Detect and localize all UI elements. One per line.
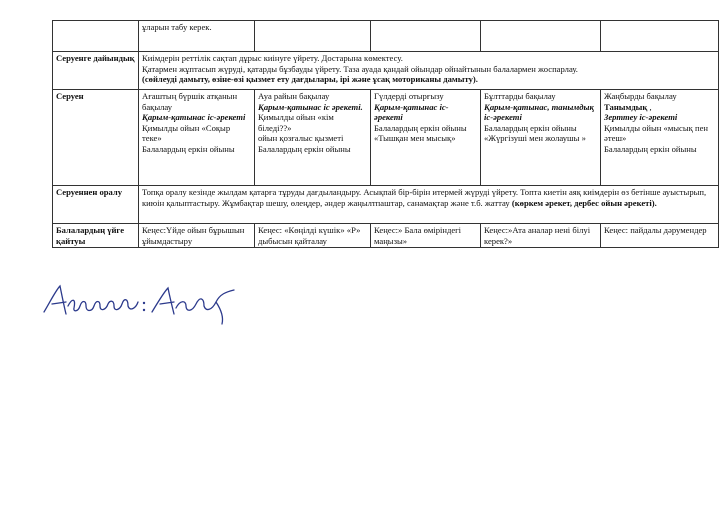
- return-label: Серуеннен оралу: [53, 186, 139, 224]
- prep-line-1: Киімдерін реттілік сақтап дұрыс киінуге үйрету. Достарына көмектесу.: [142, 53, 403, 63]
- home-col-2: Кеңес: «Көңілді күшік» «Р» дыбысын қайталау: [255, 224, 371, 248]
- top-cell-1: ұларын табу керек.: [139, 21, 255, 52]
- daily-plan-table: [52, 20, 719, 248]
- home-col-5: Кеңес: пайдалы дәрумендер: [601, 224, 719, 248]
- walk-col-5: Жаңбырды бақылау Танымдық , Зерттеу іс-әрекеті Қимылды ойын «мысық пен әтеш» Балалардың еркін ойыны: [601, 90, 719, 186]
- table-row-home: [53, 224, 719, 248]
- prep-content: [139, 52, 719, 90]
- prep-line-2: Қатармен жұптасып жүруді, қатарды бұзбауды үйрету. Таза ауада қандай ойындар ойнайтынын балалармен жоспарлау.: [142, 63, 578, 74]
- prep-label: Серуенге дайындық: [53, 52, 139, 90]
- top-cell-5: [601, 21, 719, 52]
- walk-label: Серуен: [53, 90, 139, 186]
- home-col-3: Кеңес:» Бала өміріндегі маңызы»: [371, 224, 481, 248]
- prep-line-3: (сөйлеуді дамыту, өзіне-өзі қызмет ету дағдылары, ірі және ұсақ моториканы дамыту).: [142, 74, 478, 85]
- table-row-return: [53, 186, 719, 224]
- top-label-cell: [53, 21, 139, 52]
- top-cell-3: [371, 21, 481, 52]
- handwritten-signature: [40, 272, 240, 332]
- walk-col-3: Гүлдерді отырғызу Қарым-қатынас іс-әрекеті Балалардың еркін ойыны «Тышқан мен мысық»: [371, 90, 481, 186]
- home-col-4: Кеңес:»Ата аналар нені білуі керек?»: [481, 224, 601, 248]
- walk-col-2: Ауа райын бақылау Қарым-қатынас іс әрекеті. Қимылды ойын «кім біледі??» ойын қозғалыс қызметі Балалардың еркін ойыны: [255, 90, 371, 186]
- walk-col-4: Бұлттарды бақылау Қарым-қатынас, танымдық іс-әрекеті Балалардың еркін ойыны «Жүргізуші мен жолаушы »: [481, 90, 601, 186]
- table-row-prep: [53, 52, 719, 90]
- home-col-1: Кеңес:Үйде ойын бұрышын ұйымдастыру: [139, 224, 255, 248]
- walk-col-1: Ағаштың бүршік атқанын бақылау Қарым-қатынас іс-әрекеті Қимылды ойын «Соқыр теке» Балалардың еркін ойыны: [139, 90, 255, 186]
- table-row-walk: [53, 90, 719, 186]
- home-label: Балалардың үйге қайтуы: [53, 224, 139, 248]
- top-cell-4: [481, 21, 601, 52]
- return-content: Топқа оралу кезінде жылдам қатарға тұруды дағдыландыру. Асықпай бір-бірін итермей жүруді үйрету. Топта киетін аяқ киімдерін өз бетінше ауыстырып, киюін қалыптастыру. Жұмбақтар шешу, өлеңдер, әндер жаңылтпаштар, санамақтар және т.б. жаттау (көркем әрекет, дербес ойын әрекеті).: [139, 186, 719, 224]
- top-cell-2: [255, 21, 371, 52]
- plan-sheet: [52, 20, 718, 248]
- table-row-top: [53, 21, 719, 52]
